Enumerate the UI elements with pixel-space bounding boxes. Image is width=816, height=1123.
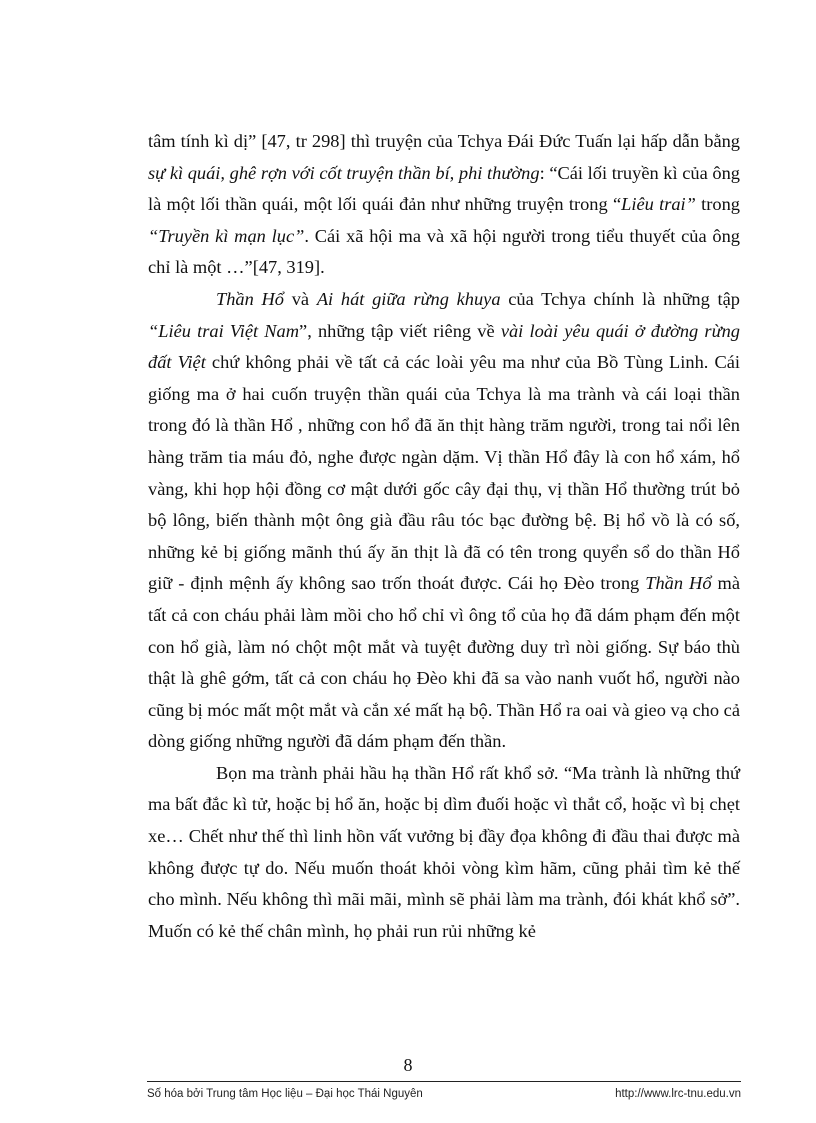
text-run: của Tchya chính là những tập [500, 288, 741, 309]
paragraph [148, 758, 740, 948]
paragraph [148, 284, 740, 758]
page-number: 8 [403, 1055, 413, 1075]
italic-text: Thần Hổ [645, 573, 712, 594]
paragraph [148, 126, 740, 284]
text-run: chứ không phải về tất cả các loài yêu ma như của Bồ Tùng Linh. Cái giống ma ở hai cuốn truyện thần quái của Tchya là ma trành và cái loại thần trong đó là thần Hổ , những con hổ đã ăn thịt hàng trăm người, trong tai nổi lên hàng trăm tia máu đỏ, nghe được ngàn dặm. Vị thần Hổ đây là con hổ xám, hổ vàng, khi họp hội đồng cơ mật dưới gốc cây đại thụ, vị thần Hổ thường trút bỏ bộ lông, biến thành một ông già đầu râu tóc bạc đường bệ. Bị hổ vồ là có số, những kẻ bị giống mãnh thú ấy ăn thịt là đã có tên trong quyển sổ do thần Hổ giữ - định mệnh ấy không sao trốn thoát được. Cái họ Đèo trong [148, 352, 740, 594]
footer-divider [147, 1081, 741, 1082]
italic-text: Liêu trai” [621, 194, 696, 215]
text-run: trong [695, 194, 741, 215]
text-run: ”, những tập viết riêng về [299, 320, 501, 341]
italic-text: “Liêu trai Việt Nam [148, 320, 300, 341]
footer [147, 1088, 741, 1104]
italic-text: “Truyền kì mạn lục” [148, 225, 305, 246]
footer-source: Số hóa bởi Trung tâm Học liệu – Đại học Thái Nguyên [147, 1088, 423, 1100]
text-run: : “Cái lối truyền kì của ông là một lối thần quái, một lối quái đản như những truyện trong “ [148, 162, 740, 215]
text-run: . Cái xã hội ma và xã hội người trong tiểu thuyết của ông chỉ là một …”[47, 319]. [148, 225, 740, 278]
italic-text: Ai hát giữa rừng khuya [316, 288, 501, 309]
italic-text: Thần Hổ [216, 288, 285, 309]
body-text [148, 126, 740, 947]
italic-text: sự kì quái, ghê rợn với cốt truyện thần bí, phi thường [148, 162, 540, 183]
text-run: mà tất cả con cháu phải làm mồi cho hổ chỉ vì ông tổ của họ đã dám phạm đến một con hổ già, làm nó chột một mắt và tuyệt đường duy trì nòi giống. Sự báo thù thật là ghê gớm, tất cả con cháu họ Đèo khi đã sa vào nanh vuốt hổ, người nào cũng bị móc mất một mắt và cắn xé mất hạ bộ. Thần Hổ ra oai và gieo vạ cho cả dòng giống những người đã dám phạm đến thần. [148, 573, 740, 752]
footer-url: http://www.lrc-tnu.edu.vn [615, 1088, 741, 1100]
italic-text: vài loài yêu quái ở đường rừng đất Việt [148, 320, 740, 373]
text-run: Bọn ma trành phải hầu hạ thần Hổ rất khổ sở. “Ma trành là những thứ ma bất đắc kì tử, hoặc bị hổ ăn, hoặc bị dìm đuối hoặc vì thắt cổ, hoặc vì bị chẹt xe… Chết như thế thì linh hồn vất vưởng bị đầy đọa không đi đầu thai được mà không được tự do. Nếu muốn thoát khỏi vòng kìm hãm, cũng phải tìm kẻ thế cho mình. Nếu không thì mãi mãi, mình sẽ phải làm ma trành, đói khát khổ sở”. Muốn có kẻ thế chân mình, họ phải run rủi những kẻ [148, 762, 740, 941]
text-run: tâm tính kì dị” [47, tr 298] thì truyện của Tchya Đái Đức Tuấn lại hấp dẫn bằng [148, 131, 740, 151]
text-run: và [284, 288, 317, 309]
